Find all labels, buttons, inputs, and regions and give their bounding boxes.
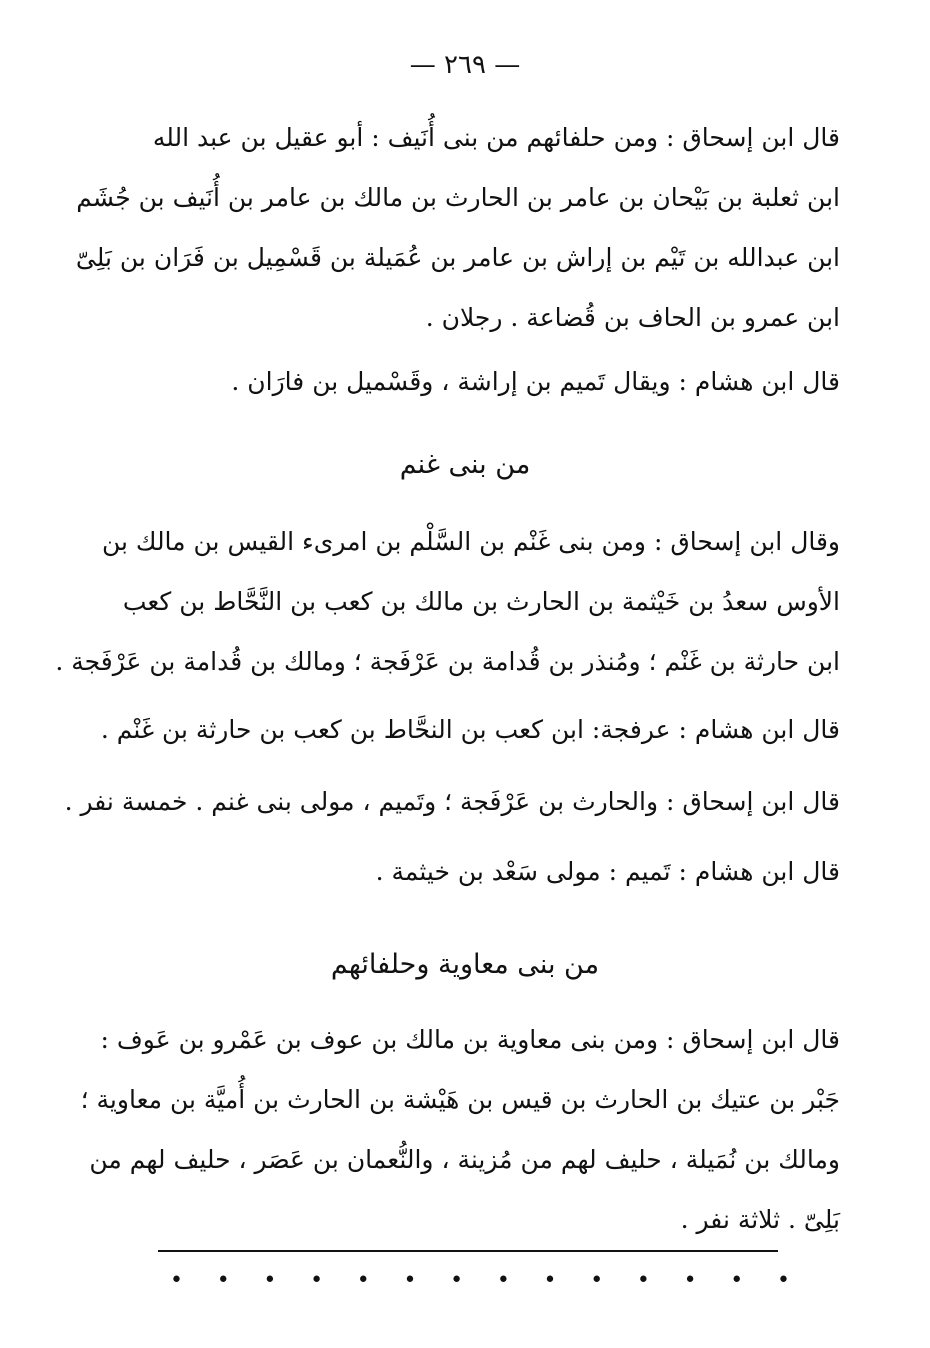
text-line: قال ابن هشام : عرفجة: ابن كعب بن النحَّاط بن كعب بن حارثة بن غَنْم .: [100, 715, 840, 744]
footer-dot: •: [263, 1268, 277, 1293]
text-line: ومالك بن نُمَيلة ، حليف لهم من مُزينة ، والنُّعمان بن عَصَر ، حليف لهم من: [89, 1145, 840, 1174]
footer-dot-row: [170, 1266, 790, 1296]
footer-rule: [158, 1250, 778, 1252]
footer-dot: •: [356, 1268, 370, 1293]
paragraph-bani-muawiya: [80, 1010, 840, 1250]
section-heading-bani-ghanm: من بنى غنم: [399, 449, 531, 480]
text-line: قال ابن إسحاق : ومن بنى معاوية بن مالك بن عوف بن عَمْرو بن عَوف :: [100, 1025, 840, 1054]
text-line: قال ابن إسحاق : والحارث بن عَرْفَجة ؛ وتَميم ، مولى بنى غنم . خمسة نفر .: [64, 787, 840, 816]
paragraph-ibn-hisham-note-1: [160, 352, 840, 412]
footer-dot: •: [543, 1268, 557, 1293]
text-line: قال ابن إسحاق : ومن حلفائهم من بنى أُنَيف : أبو عقيل بن عبد الله: [152, 123, 840, 152]
text-line: جَبْر بن عتيك بن الحارث بن قيس بن هَيْشة بن الحارث بن أُميَّة بن معاوية ؛: [80, 1085, 840, 1114]
footer-dot: •: [403, 1268, 417, 1293]
text-line: ابن عبدالله بن تَيْم بن إراش بن عامر بن عُمَيلة بن قَسْمِيل بن فَرَان بن بَلِىّ: [75, 243, 840, 272]
text-line: ابن حارثة بن غَنْم ؛ ومُنذر بن قُدامة بن عَرْفَجة ؛ ومالك بن قُدامة بن عَرْفَجة .: [55, 647, 840, 676]
paragraph-halfa-bani-unayf: [75, 108, 840, 348]
paragraph-ibn-hisham-note-3: [160, 842, 840, 902]
footer-dot: •: [776, 1268, 790, 1293]
footer-dot: •: [636, 1268, 650, 1293]
footer-dot: •: [216, 1268, 230, 1293]
footer-dot: •: [683, 1268, 697, 1293]
footer-dot: •: [170, 1268, 183, 1293]
page-number: — ٢٦٩ —: [409, 50, 521, 80]
paragraph-bani-ghanm: [55, 512, 840, 692]
text-line: قال ابن هشام : ويقال تَميم بن إراشة ، وقَسْميل بن فارَان .: [231, 367, 840, 396]
text-line: وقال ابن إسحاق : ومن بنى غَنْم بن السَّلْم بن امرىء القيس بن مالك بن: [101, 527, 840, 556]
paragraph-ibn-ishaq-five: [64, 772, 840, 832]
text-line: الأوس سعدُ بن خَيْثمة بن الحارث بن مالك بن كعب بن النَّحَّاط بن كعب: [122, 587, 840, 616]
text-line: ابن ثعلبة بن بَيْحان بن عامر بن الحارث بن مالك بن عامر بن أُنَيف بن جُشَم: [76, 183, 840, 212]
text-line: ابن عمرو بن الحاف بن قُضاعة . رجلان .: [425, 303, 840, 332]
footer-dot: •: [450, 1268, 464, 1293]
footer-dot: •: [730, 1268, 744, 1293]
footer-dot: •: [310, 1268, 324, 1293]
footer-dot: •: [496, 1268, 510, 1293]
text-line: قال ابن هشام : تَميم : مولى سَعْد بن خيثمة .: [375, 857, 840, 886]
footer-dot: •: [590, 1268, 604, 1293]
paragraph-ibn-hisham-note-2: [100, 700, 840, 760]
text-line: بَلِىّ . ثلاثة نفر .: [680, 1205, 840, 1234]
section-heading-bani-muawiya: من بنى معاوية وحلفائهم: [330, 949, 600, 980]
